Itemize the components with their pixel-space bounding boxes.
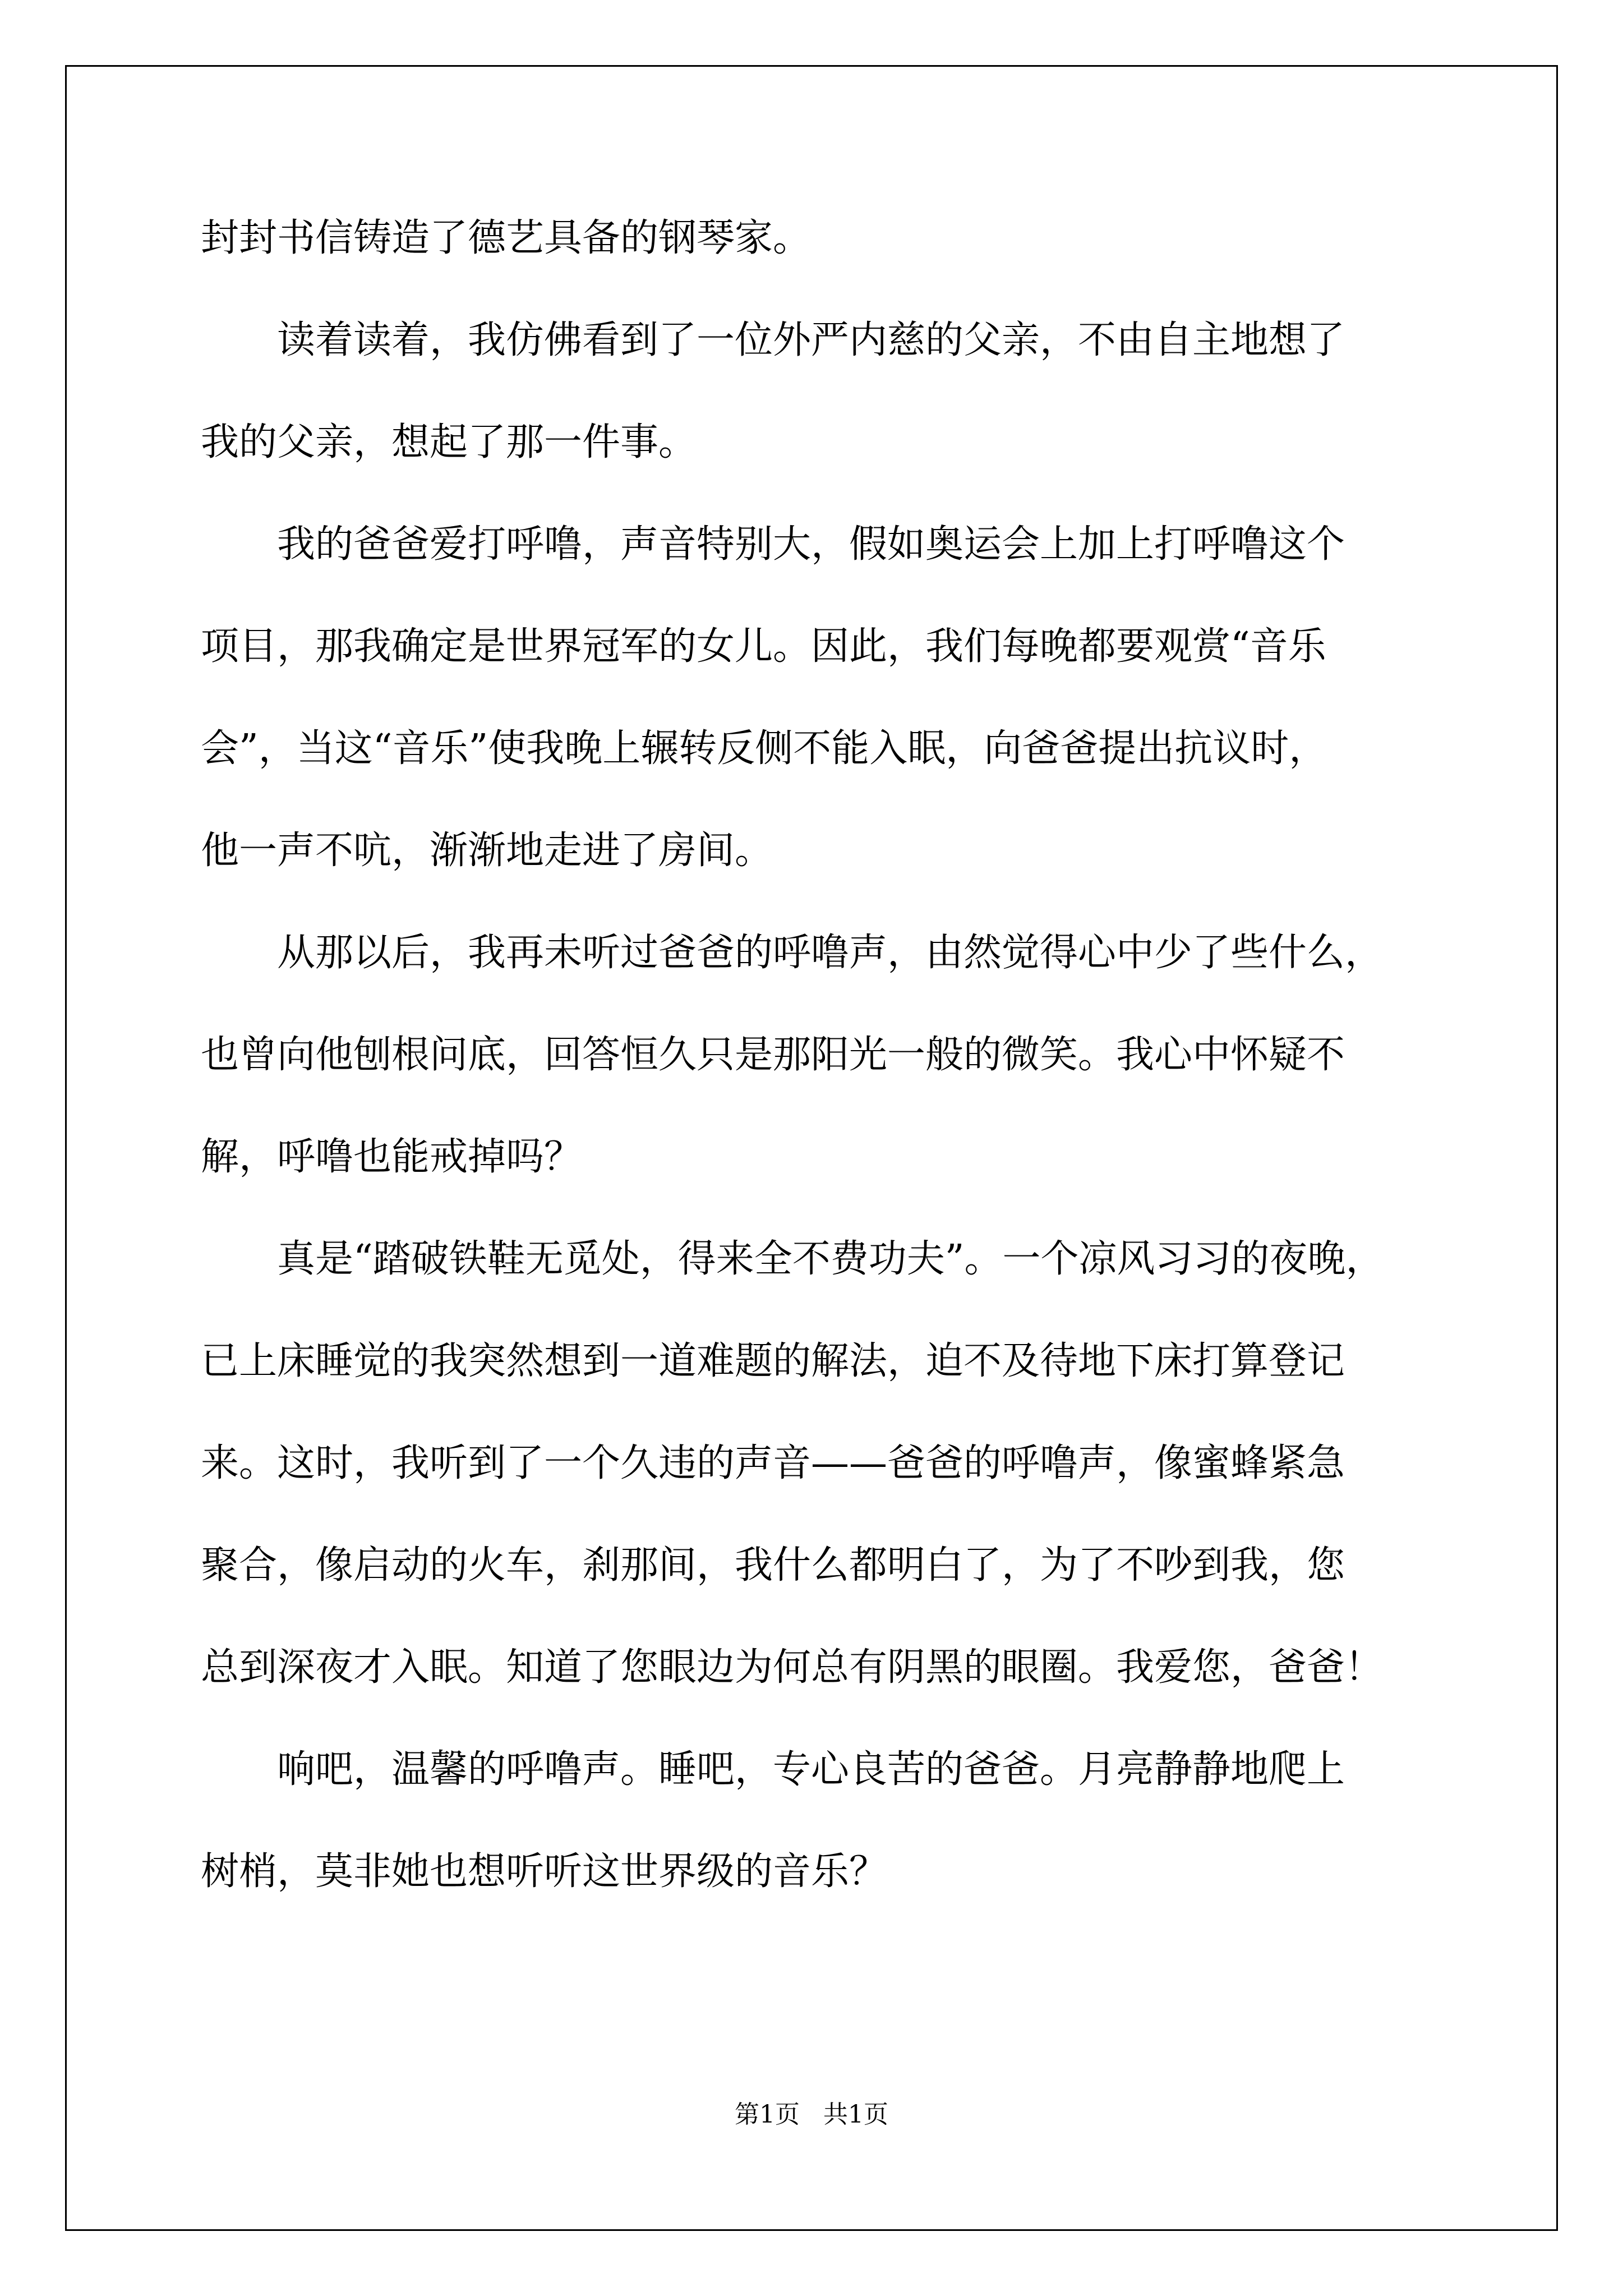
- text-line: 来。这时，我听到了一个久违的声音——爸爸的呼噜声，像蜜蜂紧急: [201, 1441, 1345, 1485]
- text-line: 真是“踏破铁鞋无觅处，得来全不费功夫”。一个凉风习习的夜晚，: [201, 1237, 1384, 1281]
- text-line: 我的爸爸爱打呼噜，声音特别大，假如奥运会上加上打呼噜这个: [201, 522, 1345, 567]
- page-number-total: 共1页: [823, 2100, 888, 2129]
- text-line: 封封书信铸造了德艺具备的钢琴家。: [201, 216, 811, 260]
- text-line: 会”，当这“音乐”使我晚上辗转反侧不能入眠，向爸爸提出抗议时，: [201, 726, 1327, 771]
- text-line: 解，呼噜也能戒掉吗？: [201, 1135, 583, 1179]
- text-line: 从那以后，我再未听过爸爸的呼噜声，由然觉得心中少了些什么，: [201, 931, 1384, 975]
- text-line: 总到深夜才入眠。知道了您眼边为何总有阴黑的眼圈。我爱您，爸爸！: [201, 1645, 1384, 1690]
- text-line: 响吧，温馨的呼噜声。睡吧，专心良苦的爸爸。月亮静静地爬上: [201, 1747, 1345, 1792]
- text-line: 项目，那我确定是世界冠军的女儿。因此，我们每晚都要观赏“音乐: [201, 624, 1326, 669]
- text-line: 已上床睡觉的我突然想到一道难题的解法，迫不及待地下床打算登记: [201, 1339, 1345, 1383]
- text-line: 树梢，莫非她也想听听这世界级的音乐？: [201, 1849, 888, 1894]
- page-number-current: 第1页: [735, 2100, 800, 2129]
- text-line: 聚合，像启动的火车，刹那间，我什么都明白了，为了不吵到我，您: [201, 1543, 1345, 1588]
- text-line: 读着读着，我仿佛看到了一位外严内慈的父亲，不由自主地想了: [201, 318, 1345, 362]
- page-footer: [0, 2098, 1623, 2132]
- text-line: 也曾向他刨根问底，回答恒久只是那阳光一般的微笑。我心中怀疑不: [201, 1033, 1345, 1077]
- text-line: 他一声不吭，渐渐地走进了房间。: [201, 829, 773, 873]
- text-line: 我的父亲，想起了那一件事。: [201, 420, 697, 464]
